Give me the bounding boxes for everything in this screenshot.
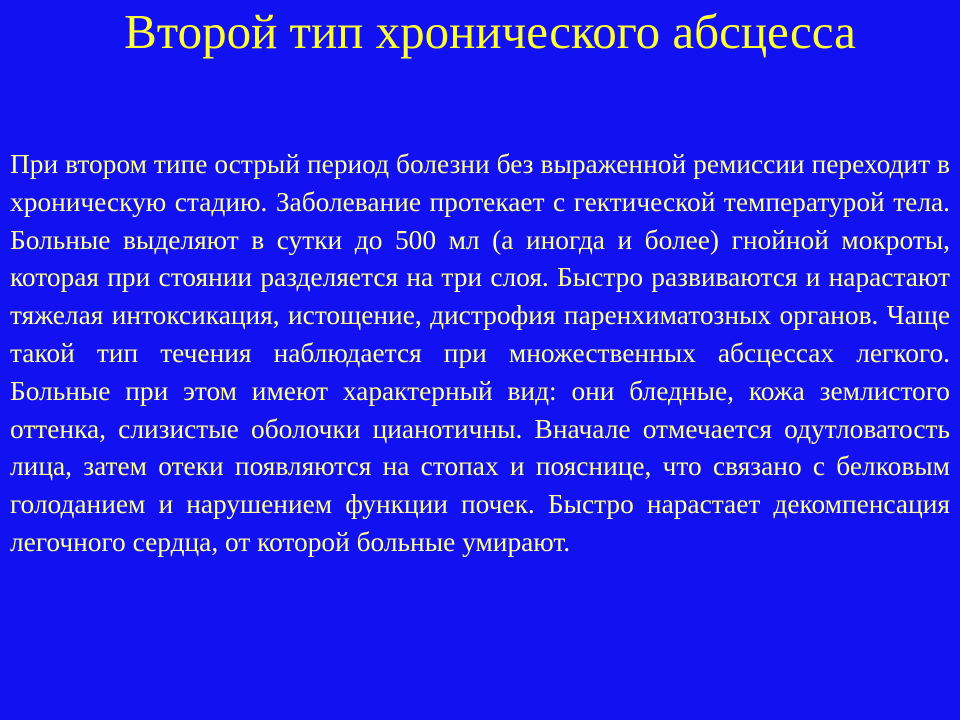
- slide-title: Второй тип хронического абсцесса: [124, 4, 856, 59]
- slide-body-text: При втором типе острый период болезни без выраженной ремиссии переходит в хроническую стадию. Заболевание протекает с гектической температурой тела. Больные выделяют в сутки до 500 мл (а иногда и более) гнойной мокроты, которая при стоянии разделяется на три слоя. Быстро развиваются и нарастают тяжелая интоксикация, истощение, дистрофия паренхиматозных органов. Чаще такой тип течения наблюдается при множественных абсцессах легкого. Больные при этом имеют характерный вид: они бледные, кожа землистого оттенка, слизистые оболочки цианотичны. Вначале отмечается одутловатость лица, затем отеки появляются на стопах и пояснице, что связано с белковым голоданием и нарушением функции почек. Быстро нарастает декомпенсация легочного сердца, от которой больные умирают.: [10, 149, 950, 557]
